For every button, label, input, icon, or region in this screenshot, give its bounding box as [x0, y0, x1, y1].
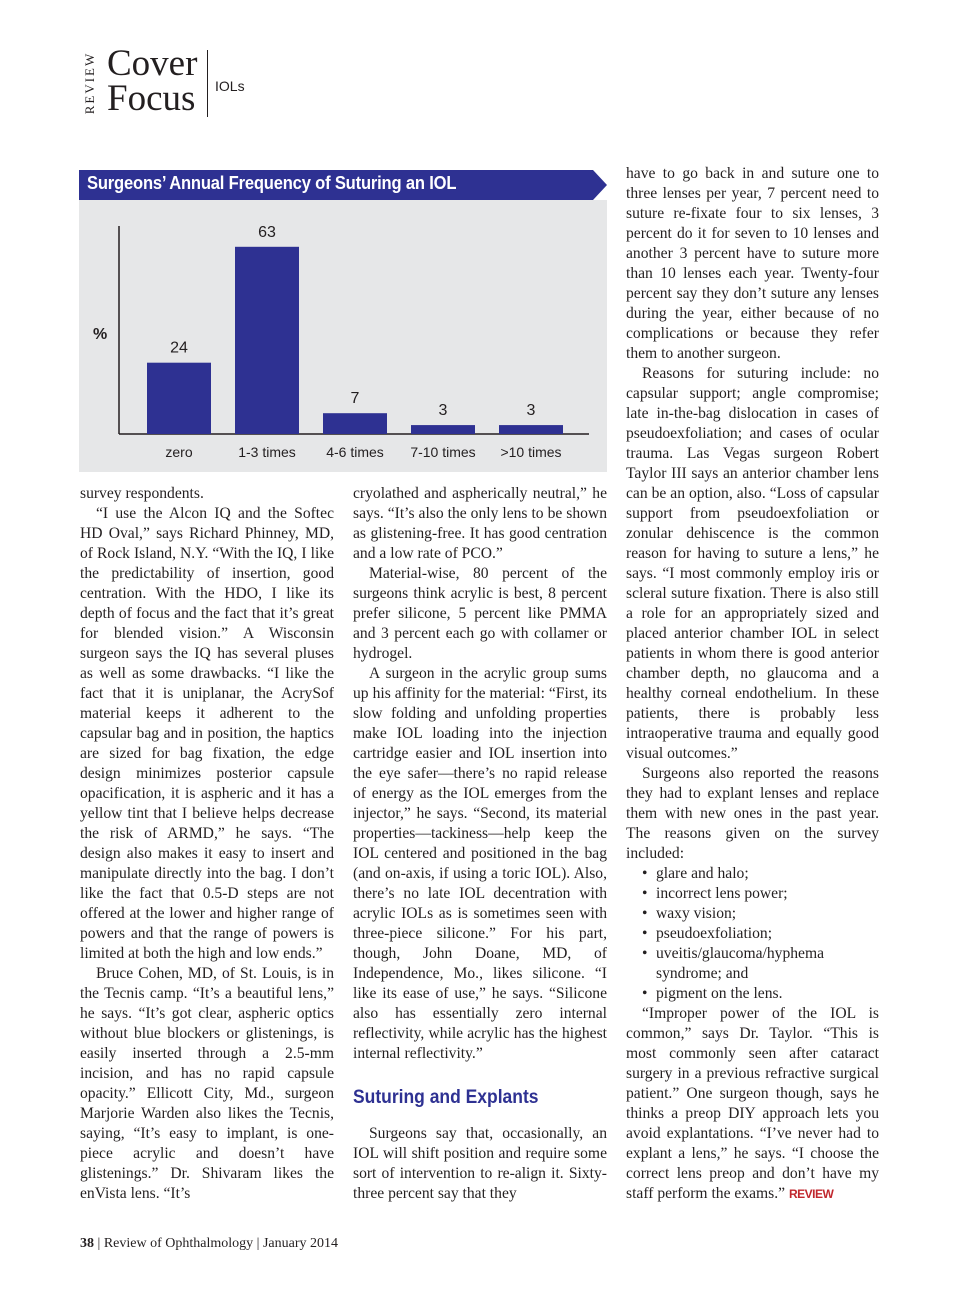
article-column-2: [353, 484, 607, 1204]
bar-zero: [147, 363, 211, 434]
section-title: [107, 43, 198, 119]
paragraph-text: “Improper power of the IOL is common,” says Dr. Taylor. “This is most commonly seen after cataract surgery in a previous refractive surgical patient.” One surgeon though, says he thinks a preop DIY approach lets you avoid explantations. “I’ve never had to explant a lens,” he says. “I choose the correct lens preop and don’t have my staff perform the exams.”: [626, 1005, 879, 1202]
category-label: 1-3 times: [238, 444, 296, 460]
issue-date: January 2014: [262, 1236, 338, 1251]
paragraph: “I use the Alcon IQ and the Softec HD Oval,” says Richard Phinney, MD, of Rock Island, N.Y. “With the IQ, I like the predictability of insertion, good centration. With the HDO, I like its depth of focus and the fact that it’s great for blended vision.” A Wisconsin surgeon says the IQ has several pluses as well as some drawbacks. “I like the fact that it is uniplanar, the AcrySof material keeps it adherent to the capsular bag and in position, the haptics are sized for bag fixation, the edge design minimizes posterior capsule opacification, it is aspheric and it has a yellow tint that I believe helps decrease the risk of ARMD,” he says. “The design also makes it easy to insert and manipulate directly into the bag. I don’t like the fact that 0.5-D steps are not offered at the lower and higher range of powers and that the range of powers is limited at both the high and low ends.”: [80, 505, 334, 962]
header-vertical-label: REVIEW: [82, 51, 97, 115]
article-column-1: [80, 484, 334, 1204]
chart-title-banner: [79, 170, 607, 200]
paragraph: have to go back in and suture one to three lenses per year, 7 percent need to suture re-fixate four to six lenses, 3 percent do it for seven to 10 lenses and another 3 percent have to suture more than 10 lenses each year. Twenty-four percent say they don’t suture any lenses during the year, either because of no complications or because they refer them to another surgeon.: [626, 165, 879, 362]
category-label: >10 times: [500, 444, 562, 460]
bar--10-times: [499, 425, 563, 434]
list-item: • waxy vision;: [656, 904, 879, 924]
paragraph: Bruce Cohen, MD, of St. Louis, is in the Tecnis camp. “It’s a beautiful lens,” he says. “It’s got clear, aspheric optics without blue blockers or glistenings, is easily inserted through a 2.5-mm incision, and has no rapid capsule opacity.” Ellicott City, Md., surgeon Marjorie Warden also likes the Tecnis, saying, “It’s easy to implant, is one-piece acrylic and doesn’t have glistenings.” Dr. Shivaram likes the enVista lens. “It’s: [80, 965, 334, 1202]
paragraph: Material-wise, 80 percent of the surgeons think acrylic is best, 8 percent prefer silicone, 5 percent like PMMA and 3 percent each go with collamer or hydrogel.: [353, 565, 607, 662]
bar-chart: [79, 200, 607, 472]
subheading: Suturing and Explants: [353, 1087, 539, 1108]
data-label: 3: [526, 402, 536, 420]
paragraph: Surgeons say that, occasionally, an IOL will shift position and require some sort of intervention to re-align it. Sixty-three percent say that they: [353, 1125, 607, 1202]
bar-7-10-times: [411, 425, 475, 434]
publication-name: Review of Ophthalmology: [103, 1236, 254, 1251]
category-label: 7-10 times: [410, 444, 476, 460]
data-label: 7: [350, 390, 360, 408]
chart-title: Surgeons’ Annual Frequency of Suturing an IOL: [87, 173, 457, 193]
page-number: 38: [80, 1236, 94, 1251]
bar-4-6-times: [323, 413, 387, 434]
paragraph: cryolathed and aspherically neutral,” he says. “It’s also the only lens to be shown as glistening-free. It has good centration and a low rate of PCO.”: [353, 485, 607, 562]
paragraph: Surgeons also reported the reasons they had to explant lenses and replace them with new ones in the past year. The reasons given on the survey included:: [626, 765, 879, 862]
bar-1-3-times: [235, 247, 299, 434]
y-axis-label: %: [93, 326, 108, 343]
data-label: 63: [258, 223, 276, 241]
list-item: • pseudoexfoliation;: [656, 924, 879, 944]
list-item: • pigment on the lens.: [656, 984, 879, 1004]
list-item: • uveitis/glaucoma/hyphema syndrome; and: [656, 944, 879, 984]
paragraph: [626, 1004, 879, 1204]
chart-svg: [79, 200, 607, 472]
end-mark: REVIEW: [788, 1187, 834, 1201]
reasons-list: [626, 864, 879, 1004]
data-label: 24: [170, 339, 188, 357]
data-label: 3: [438, 402, 448, 420]
section-title-line1: Cover: [107, 43, 198, 84]
paragraph: Reasons for suturing include: no capsular support; angle compromise; late in-the-bag dislocation in cases of pseudoexfoliation; and cases of ocular trauma. Las Vegas surgeon Robert Taylor III says an anterior chamber lens can be an option, also. “Loss of capsular support from pseudoexfoliation or zonular dehiscence is the common reason for having to suture a lens,” he says. “I most commonly employ iris or scleral suture fixation. There is also still a role for an appropriately sized and placed anterior chamber IOL in select patients in whom there is good anterior chamber depth, no glaucoma and a healthy corneal endothelium. In these patients, there is probably less intraoperative trauma and equally good visual outcomes.”: [626, 365, 879, 762]
page-footer: 38 | Review of Ophthalmology | January 2014: [80, 1236, 338, 1251]
list-item: • incorrect lens power;: [656, 884, 879, 904]
paragraph: A surgeon in the acrylic group sums up his affinity for the material: “First, its slow folding and unfolding properties make IOL loading into the injection cartridge easier and IOL insertion into the eye safer—there’s no rapid release of energy as the IOL emerges from the injector,” he says. “Second, its material properties—tackiness—help keep the IOL centered and positioned in the bag (and on-axis, if using a toric IOL). Also, there’s no late IOL decentration with acrylic IOLs as is sometimes seen with three-piece silicone.” For his part, though, John Doane, MD, of Independence, Mo., likes silicone. “I like its ease of use,” he says. “Silicone also has essentially zero internal reflectivity, while acrylic has the highest internal reflectivity.”: [353, 665, 607, 1062]
paragraph: survey respondents.: [80, 485, 204, 502]
list-item: • glare and halo;: [656, 864, 879, 884]
category-label: 4-6 times: [326, 444, 384, 460]
header-divider: [207, 50, 208, 117]
section-topic: IOLs: [215, 78, 245, 94]
article-column-3: [626, 164, 879, 1204]
section-title-line2: Focus: [107, 78, 196, 119]
category-label: zero: [165, 444, 193, 460]
